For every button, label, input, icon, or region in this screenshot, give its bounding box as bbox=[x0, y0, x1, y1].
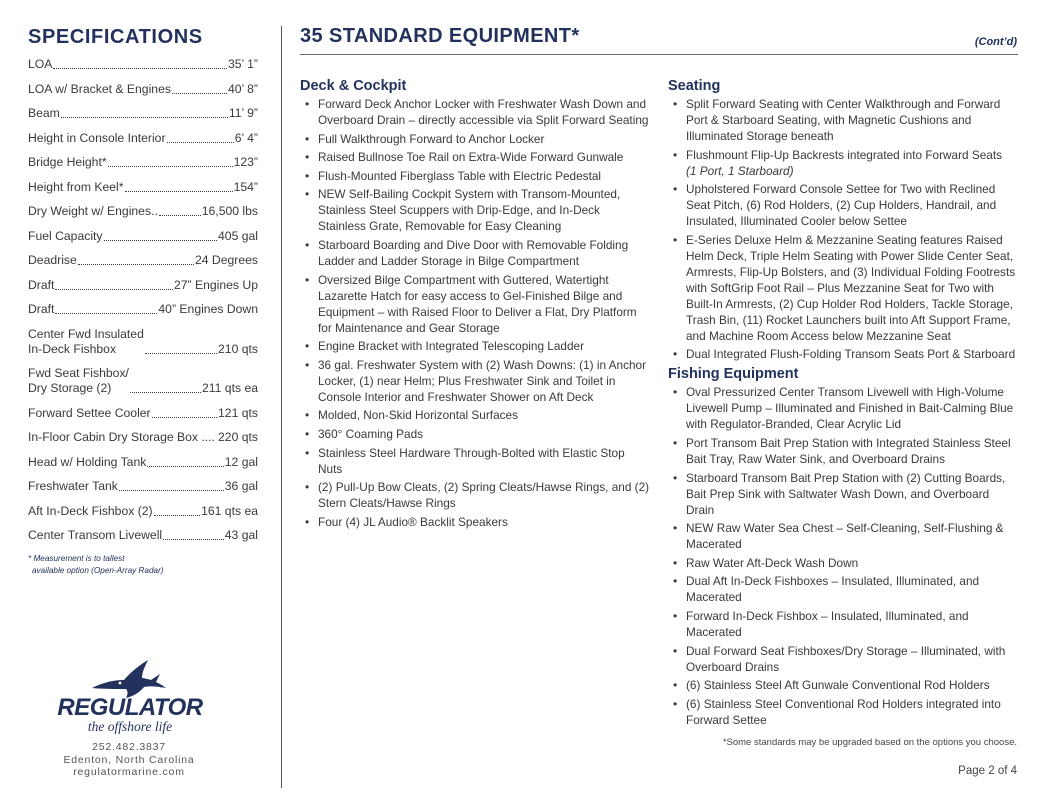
list-item: • Dual Integrated Flush-Folding Transom Seats Port & Starboard bbox=[668, 346, 1018, 362]
spec-value: 43 gal bbox=[224, 528, 258, 542]
spec-row-fuel bbox=[28, 229, 258, 244]
section-title-seating: Seating bbox=[668, 78, 721, 94]
spec-value: 211 qts ea bbox=[201, 381, 258, 395]
section-title-fishing: Fishing Equipment bbox=[668, 366, 799, 383]
spec-row-seat-fishbox bbox=[28, 366, 258, 396]
fishing-list bbox=[668, 384, 1018, 727]
list-item: • Port Transom Bait Prep Station with Integrated Stainless Steel Bait Tray, Raw Water Sink, and Overboard Drains bbox=[668, 435, 1018, 467]
spec-label: Beam bbox=[28, 106, 60, 120]
measurement-footnote bbox=[28, 553, 258, 577]
list-item: • Oversized Bilge Compartment with Guttered, Watertight Lazarette Hatch for easy access to Gel-Finished Bilge and Equipment – with Raised Floor to Deliver a Flat, Dry Platform for Maintenance and Gear Storage bbox=[300, 272, 650, 336]
spec-value: 154” bbox=[233, 179, 258, 194]
spec-list bbox=[28, 57, 258, 543]
list-item: • E-Series Deluxe Helm & Mezzanine Seating features Raised Helm Deck, Triple Helm Seating with Power Slide Center Seat, Armrests, Flip-Up Bolsters, and (3) Individual Folding Footrests with SoftGrip Foot Rail – Plus Mezzanine Seat for Two with Built-In Armrests, (2) Cup Holder Rod Holders, Tackle Storage, Trash Bin, (11) Rocket Launchers built into Aft Support Frame, and Machine Room Access below Mezzanine Seat bbox=[668, 232, 1018, 344]
spec-label: Dry Weight w/ Engines.. bbox=[28, 204, 158, 218]
standards-footnote: *Some standards may be upgraded based on the options you choose. bbox=[722, 737, 1017, 748]
specifications-panel bbox=[28, 24, 258, 577]
spec-value: 24 Degrees bbox=[194, 253, 258, 267]
spec-row-beam bbox=[28, 106, 258, 121]
spec-value: 12 gal bbox=[224, 454, 258, 469]
spec-value: 36 gal bbox=[224, 479, 258, 493]
spec-value: 405 gal bbox=[218, 228, 258, 243]
spec-row-bridge-height bbox=[28, 155, 258, 170]
contact-info bbox=[44, 741, 214, 779]
section-title: Deck & Cockpit bbox=[300, 78, 407, 94]
seating-list bbox=[668, 96, 1018, 362]
brand-tagline: the offshore life bbox=[87, 719, 173, 734]
spec-value: 27” Engines Up bbox=[173, 277, 258, 292]
list-item: • Engine Bracket with Integrated Telescoping Ladder bbox=[300, 338, 650, 354]
column-divider bbox=[281, 26, 282, 788]
spec-value: 161 qts ea bbox=[201, 503, 258, 518]
list-item-note: (1 Port, 1 Starboard) bbox=[686, 163, 794, 178]
spec-row-holding-tank bbox=[28, 455, 258, 470]
spec-label: Center Transom Livewell bbox=[28, 528, 163, 542]
spec-label: Dry Storage (2) bbox=[28, 381, 112, 395]
list-item: • Forward In-Deck Fishbox – Insulated, Illuminated, and Macerated bbox=[668, 608, 1018, 640]
spec-label: Freshwater Tank bbox=[28, 479, 118, 493]
spec-label: LOA w/ Bracket & Engines bbox=[28, 81, 171, 96]
list-item: • (6) Stainless Steel Conventional Rod Holders integrated into Forward Settee bbox=[668, 696, 1018, 728]
list-item: • Starboard Transom Bait Prep Station with (2) Cutting Boards, Bait Prep Sink with Saltwater Wash Down, and Overboard Drain bbox=[668, 470, 1018, 518]
spec-row-loa bbox=[28, 57, 258, 72]
brand-name: REGULATOR bbox=[57, 694, 203, 721]
list-item: • Forward Deck Anchor Locker with Freshwater Wash Down and Overboard Drain – directly accessible via Split Forward Seating bbox=[300, 96, 650, 128]
list-item: • Stainless Steel Hardware Through-Bolted with Elastic Stop Nuts bbox=[300, 445, 650, 477]
spec-value: 40’ 8” bbox=[227, 81, 258, 96]
list-item: • Full Walkthrough Forward to Anchor Locker bbox=[300, 131, 650, 147]
spec-row-aft-fishbox bbox=[28, 504, 258, 519]
spec-value: 11’ 9” bbox=[228, 106, 258, 120]
page-title: 35 STANDARD EQUIPMENT* bbox=[300, 25, 580, 47]
spec-label: Forward Settee Cooler bbox=[28, 405, 151, 420]
spec-row-freshwater bbox=[28, 479, 258, 494]
list-item: • Molded, Non-Skid Horizontal Surfaces bbox=[300, 407, 650, 423]
spec-row-draft-down bbox=[28, 302, 258, 317]
spec-value: 121 qts bbox=[218, 405, 258, 420]
continued-label: (Cont’d) bbox=[974, 36, 1017, 48]
list-item bbox=[668, 147, 1018, 179]
spec-label: Deadrise bbox=[28, 253, 77, 267]
spec-label-line1: Fwd Seat Fishbox/ bbox=[28, 366, 129, 380]
spec-label: In-Floor Cabin Dry Storage Box .... bbox=[28, 430, 215, 444]
seating-fishing-column bbox=[668, 78, 1018, 730]
list-item: • NEW Raw Water Sea Chest – Self-Cleaning, Self-Flushing & Macerated bbox=[668, 520, 1018, 552]
spec-row-settee-cooler bbox=[28, 406, 258, 421]
spec-label: Bridge Height* bbox=[28, 155, 107, 169]
spec-label: Fuel Capacity bbox=[28, 228, 103, 243]
spec-row-draft-up bbox=[28, 278, 258, 293]
list-item: • Flush-Mounted Fiberglass Table with Electric Pedestal bbox=[300, 168, 650, 184]
footnote-line: * Measurement is to tallest bbox=[28, 553, 125, 563]
spec-label: LOA bbox=[28, 57, 53, 71]
footnote-line: available option (Open-Array Radar) bbox=[32, 565, 164, 575]
spec-value: 123” bbox=[233, 155, 258, 169]
list-item: • Four (4) JL Audio® Backlit Speakers bbox=[300, 514, 650, 530]
page-number: Page 2 of 4 bbox=[958, 765, 1017, 777]
list-item: • Split Forward Seating with Center Walkthrough and Forward Port & Starboard Seating, with Magnetic Cushions and Illuminated Storage beneath bbox=[668, 96, 1018, 144]
spec-label: Draft bbox=[28, 302, 55, 316]
list-item: • 360° Coaming Pads bbox=[300, 426, 650, 442]
spec-label-line1: Center Fwd Insulated bbox=[28, 326, 144, 341]
spec-row-deadrise bbox=[28, 253, 258, 268]
list-item: • Oval Pressurized Center Transom Livewell with High-Volume Livewell Pump – Illuminated and Finished in Bait-Calming Blue with Regulator-Branded, Clear Acrylic Lid bbox=[668, 384, 1018, 432]
list-item: • (2) Pull-Up Bow Cleats, (2) Spring Cleats/Hawse Rings, and (2) Stern Cleats/Hawse Rings bbox=[300, 479, 650, 511]
list-item-text: Flushmount Flip-Up Backrests integrated into Forward Seats bbox=[686, 147, 1003, 162]
spec-label: Head w/ Holding Tank bbox=[28, 454, 147, 469]
list-item: • Upholstered Forward Console Settee for Two with Reclined Seat Pitch, (6) Rod Holders, (2) Cup Holders, Handrail, and Insulated, Illuminated Cooler below Settee bbox=[668, 181, 1018, 229]
deck-cockpit-section bbox=[300, 78, 650, 532]
list-item: • Raw Water Aft-Deck Wash Down bbox=[668, 555, 1018, 571]
spec-label: In-Deck Fishbox bbox=[28, 341, 117, 356]
spec-label: Height from Keel* bbox=[28, 179, 124, 194]
spec-value: 6’ 4” bbox=[234, 130, 258, 145]
header-rule bbox=[300, 54, 1018, 55]
list-item: • Starboard Boarding and Dive Door with Removable Folding Ladder and Ladder Storage in Bilge Compartment bbox=[300, 237, 650, 269]
spec-row-console-height bbox=[28, 131, 258, 146]
spec-value: 210 qts bbox=[218, 341, 258, 356]
spec-value: 16,500 lbs bbox=[201, 204, 258, 218]
spec-row-loa-bracket bbox=[28, 82, 258, 97]
spec-row-keel-height bbox=[28, 180, 258, 195]
phone-number: 252.482.3837 bbox=[92, 741, 166, 753]
spec-value: 40” Engines Down bbox=[158, 302, 258, 316]
list-item: • Raised Bullnose Toe Rail on Extra-Wide Forward Gunwale bbox=[300, 149, 650, 165]
spec-row-livewell bbox=[28, 528, 258, 543]
list-item: • 36 gal. Freshwater System with (2) Wash Downs: (1) in Anchor Locker, (1) near Helm; Plus Freshwater Sink and Toilet in Console Interior and Freshwater Shower on Aft Deck bbox=[300, 357, 650, 405]
spec-value: 35’ 1” bbox=[227, 57, 258, 71]
spec-row-center-fishbox bbox=[28, 327, 258, 357]
regulator-logo bbox=[56, 658, 204, 735]
spec-value: 220 qts bbox=[218, 430, 258, 444]
list-item: • (6) Stainless Steel Aft Gunwale Conventional Rod Holders bbox=[668, 677, 1018, 693]
spec-row-dry-weight bbox=[28, 204, 258, 219]
website: regulatormarine.com bbox=[73, 766, 185, 778]
list-item: • Dual Forward Seat Fishboxes/Dry Storage – Illuminated, with Overboard Drains bbox=[668, 643, 1018, 675]
spec-label: Height in Console Interior bbox=[28, 130, 166, 145]
list-item: • NEW Self-Bailing Cockpit System with Transom-Mounted, Stainless Steel Scuppers with Drip-Edge, and In-Deck Stainless Grate, Removable for Easy Cleaning bbox=[300, 186, 650, 234]
spec-label: Aft In-Deck Fishbox (2) bbox=[28, 503, 153, 518]
specifications-title: SPECIFICATIONS bbox=[28, 26, 203, 48]
spec-label: Draft bbox=[28, 277, 55, 292]
spec-row-cabin-storage bbox=[28, 430, 258, 445]
location: Edenton, North Carolina bbox=[63, 753, 195, 766]
list-item: • Dual Aft In-Deck Fishboxes – Insulated, Illuminated, and Macerated bbox=[668, 573, 1018, 605]
